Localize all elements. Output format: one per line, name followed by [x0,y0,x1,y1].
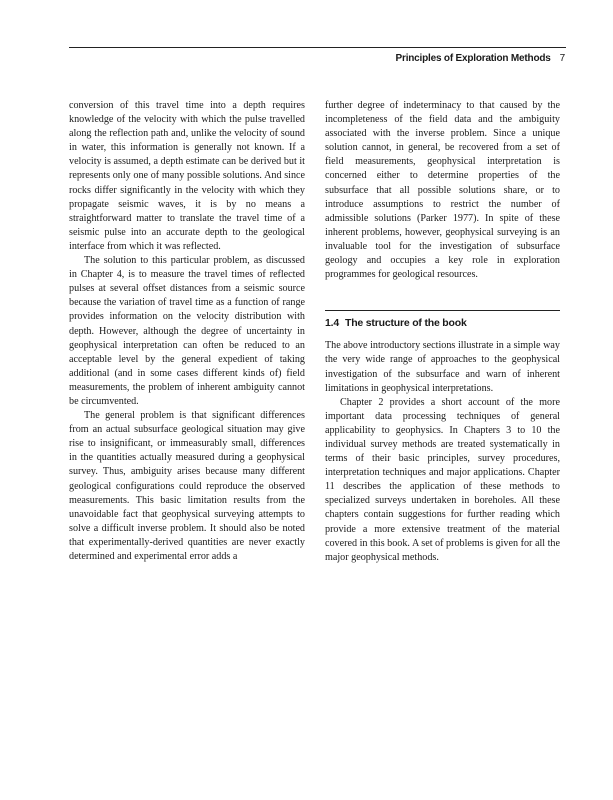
header-rule [69,47,566,48]
right-column [325,99,560,565]
section-heading [325,316,560,330]
right-paragraph-3: Chapter 2 provides a short account of the more important data processing techniques of general applicability to geophysics. In Chapters 3 to 10 the individual survey methods are treated systematically in terms of their basic principles, survey procedures, interpretation techniques and major applications. Chapter 11 describes the application of these methods to specialized surveys undertaken in boreholes. All these chapters contain suggestions for further reading which provide a more extensive treatment of the material covered in this book. A set of problems is given for all the major geophysical methods. [325,396,560,563]
running-head [396,53,565,64]
left-paragraph-3: The general problem is that significant differences from an actual subsurface geological situation may give rise to insignificant, or immeasurably small, differences in the quantities actually measured during a geophysical survey. Thus, ambiguity arises because many different geological configurations could reproduce the observed measurements. This basic limitation results from the unavoidable fact that geophysical surveying attempts to solve a difficult inverse problem. It should also be noted that experimentally-derived quantities are never exactly determined and experimental error adds a [69,410,305,562]
right-paragraph-1: further degree of indeterminacy to that caused by the incompleteness of the field data and the ambiguity associated with the inverse problem. Since a unique solution cannot, in general, be recovered from a set of field measurements, geophysical interpretation is concerned either to determine properties of the subsurface that all possible solutions share, or to introduce assumptions to restrict the number of admissible solutions (Parker 1977). In spite of these inherent problems, however, geophysical surveying is an invaluable tool for the investigation of subsurface geology and occupies a key role in exploration programmes for geological resources. [325,100,560,281]
left-column [69,99,305,564]
section-rule [325,310,560,311]
right-paragraph-2: The above introductory sections illustrate in a simple way the very wide range of approaches to the geophysical investigation of the subsurface and warn of inherent limitations in geophysical interpretations. [325,340,560,394]
section-number: 1.4 [325,317,339,330]
section-title: The structure of the book [345,317,467,330]
left-paragraph-1: conversion of this travel time into a depth requires knowledge of the velocity with which the pulse travelled along the reflection path and, unlike the velocity of sound in water, this information is generally not known. If a velocity is assumed, a depth estimate can be derived but it represents only one of many possible solutions. And since rocks differ significantly in the velocity with which they propagate seismic waves, it is by no means a straightforward matter to translate the travel time of a seismic pulse into an accurate depth to the geological interface from which it was reflected. [69,100,305,252]
page-number: 7 [559,53,565,64]
running-head-title: Principles of Exploration Methods [395,53,551,64]
left-paragraph-2: The solution to this particular problem, as discussed in Chapter 4, is to measure the travel times of reflected pulses at several offset distances from a seismic source because the variation of travel time as a function of range provides information on the velocity distribution with depth. However, although the degree of uncertainty in geophysical interpretation can often be reduced to an acceptable level by the general expedient of taking additional (and in some cases different kinds of) field measurements, the problem of inherent ambiguity cannot be circumvented. [69,255,305,407]
